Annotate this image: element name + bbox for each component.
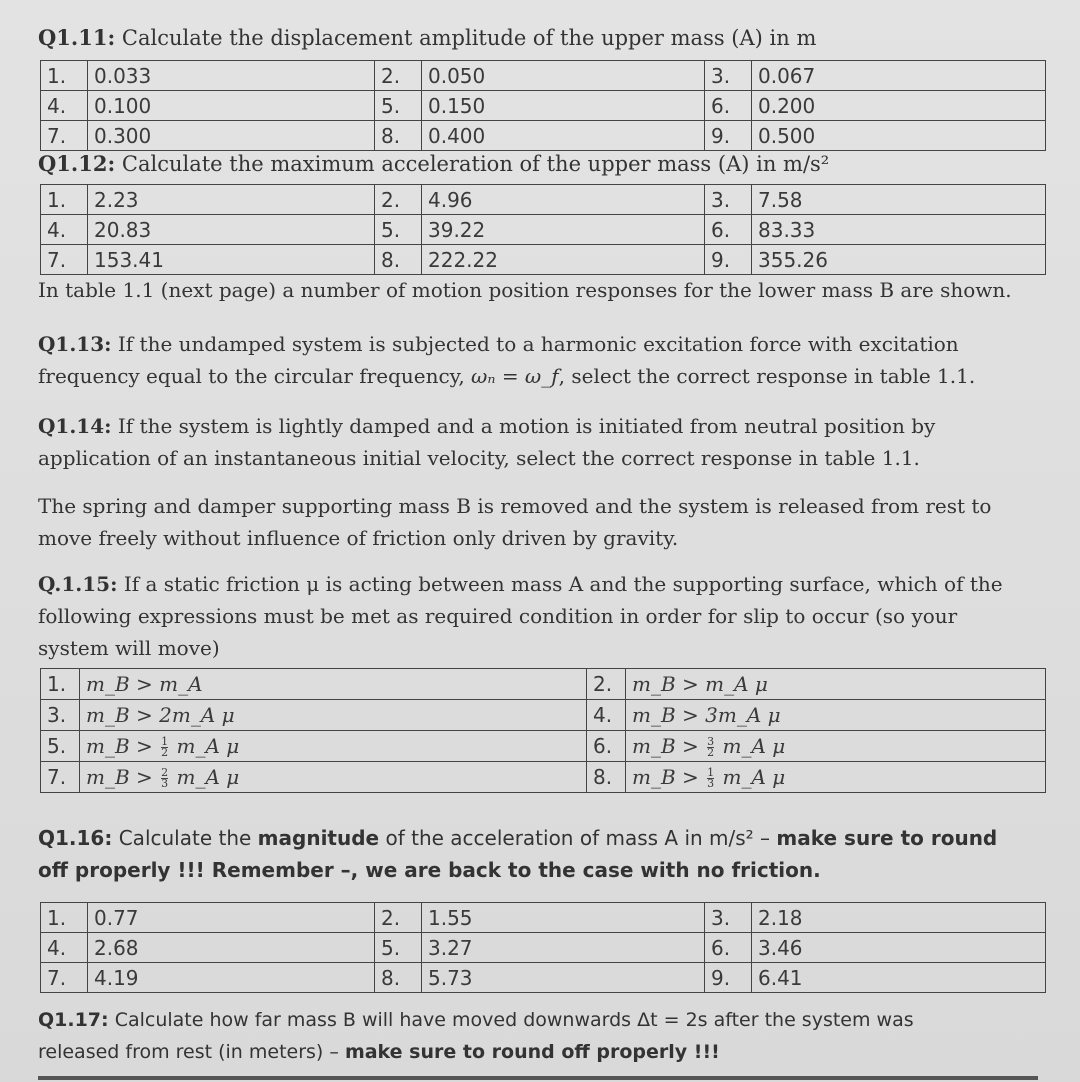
q11-opt3-value: 0.067 bbox=[752, 61, 1046, 91]
q14-id: Q1.14: bbox=[38, 414, 112, 438]
q16-block bbox=[38, 822, 1028, 886]
q12-opt8-value: 222.22 bbox=[422, 245, 705, 275]
q15-line3: system will move) bbox=[38, 636, 220, 660]
spring-removed-paragraph bbox=[38, 490, 1028, 554]
q16-opt3-num: 3. bbox=[705, 903, 752, 933]
q15-opt5-num: 5. bbox=[41, 731, 80, 762]
q15-opt8-fraction bbox=[707, 768, 714, 789]
q13-line1 bbox=[38, 328, 1028, 360]
q15-line1 bbox=[38, 568, 1028, 600]
q12-opt2-num: 2. bbox=[375, 185, 422, 215]
table-row bbox=[41, 121, 1046, 151]
q12-opt5-num: 5. bbox=[375, 215, 422, 245]
q15-opt5-expr bbox=[80, 731, 587, 762]
bottom-divider bbox=[38, 1076, 1038, 1080]
q13-text2b: , select the correct response in table 1.1. bbox=[558, 364, 976, 388]
q15-opt3-num: 3. bbox=[41, 700, 80, 731]
q17-line1 bbox=[38, 1004, 1028, 1036]
q17-text-a: Calculate how far mass B will have moved downwards Δt = 2s after the system was bbox=[114, 1009, 914, 1031]
q15-opt5-numerator: 1 bbox=[161, 735, 169, 748]
q15-opt7-rhs: m_A μ bbox=[176, 765, 240, 789]
q15-block bbox=[38, 568, 1028, 664]
q16-opt7-num: 7. bbox=[41, 963, 88, 993]
spring-removed-line1: The spring and damper supporting mass B is removed and the system is released from rest to bbox=[38, 494, 992, 518]
q15-text1: If a static friction μ is acting between mass A and the supporting surface, which of the bbox=[123, 572, 1003, 596]
q15-opt7-numerator: 2 bbox=[161, 766, 169, 779]
q11-opt5-value: 0.150 bbox=[422, 91, 705, 121]
q15-opt7-fraction bbox=[161, 768, 168, 789]
q11-heading bbox=[38, 22, 816, 54]
q15-opt8-rhs: m_A μ bbox=[722, 765, 786, 789]
q12-opt4-num: 4. bbox=[41, 215, 88, 245]
q11-opt5-num: 5. bbox=[375, 91, 422, 121]
q12-opt6-value: 83.33 bbox=[752, 215, 1046, 245]
q11-opt2-value: 0.050 bbox=[422, 61, 705, 91]
table-row bbox=[41, 669, 1046, 700]
q16-text-d: make sure to round bbox=[776, 826, 998, 850]
q12-opt3-value: 7.58 bbox=[752, 185, 1046, 215]
q11-options-table bbox=[40, 60, 1046, 151]
table-row bbox=[41, 963, 1046, 993]
q13-text2a: frequency equal to the circular frequency, bbox=[38, 364, 465, 388]
q15-opt2-num: 2. bbox=[587, 669, 626, 700]
q15-opt8-lhs: m_B > bbox=[632, 765, 699, 789]
q13-line2 bbox=[38, 360, 1028, 392]
q15-opt8-expr bbox=[626, 762, 1046, 793]
q16-opt8-value: 5.73 bbox=[422, 963, 705, 993]
q17-text-b: released from rest (in meters) – bbox=[38, 1041, 339, 1063]
q11-opt6-num: 6. bbox=[705, 91, 752, 121]
q13-text1: If the undamped system is subjected to a harmonic excitation force with excitation bbox=[117, 332, 959, 356]
table-row bbox=[41, 185, 1046, 215]
q11-opt8-num: 8. bbox=[375, 121, 422, 151]
q15-opt7-lhs: m_B > bbox=[86, 765, 153, 789]
spring-removed-line2: move freely without influence of friction only driven by gravity. bbox=[38, 526, 679, 550]
q12-opt7-value: 153.41 bbox=[88, 245, 375, 275]
table-row bbox=[41, 762, 1046, 793]
q16-line1 bbox=[38, 822, 1028, 854]
q11-opt7-num: 7. bbox=[41, 121, 88, 151]
q15-opt6-num: 6. bbox=[587, 731, 626, 762]
q16-opt4-num: 4. bbox=[41, 933, 88, 963]
q16-opt3-value: 2.18 bbox=[752, 903, 1046, 933]
q11-opt4-num: 4. bbox=[41, 91, 88, 121]
q12-opt3-num: 3. bbox=[705, 185, 752, 215]
q16-opt2-value: 1.55 bbox=[422, 903, 705, 933]
table-row bbox=[41, 903, 1046, 933]
q15-opt8-numerator: 1 bbox=[707, 766, 715, 779]
table-row bbox=[41, 731, 1046, 762]
q12-opt8-num: 8. bbox=[375, 245, 422, 275]
q15-opt3-expr: m_B > 2m_A μ bbox=[80, 700, 587, 731]
q17-block bbox=[38, 1004, 1028, 1068]
table-row bbox=[41, 933, 1046, 963]
q15-opt8-num: 8. bbox=[587, 762, 626, 793]
q11-opt3-num: 3. bbox=[705, 61, 752, 91]
q16-opt6-value: 3.46 bbox=[752, 933, 1046, 963]
q15-opt7-expr bbox=[80, 762, 587, 793]
q16-id: Q1.16: bbox=[38, 826, 113, 850]
q12-opt1-value: 2.23 bbox=[88, 185, 375, 215]
q15-opt5-denominator: 2 bbox=[161, 746, 169, 759]
q15-id: Q.1.15: bbox=[38, 572, 118, 596]
q12-options-table bbox=[40, 184, 1046, 275]
table-row bbox=[41, 215, 1046, 245]
q12-text: Calculate the maximum acceleration of the upper mass (A) in m/s² bbox=[121, 152, 830, 176]
q16-text-b: magnitude bbox=[257, 826, 380, 850]
q12-opt1-num: 1. bbox=[41, 185, 88, 215]
q15-opt6-rhs: m_A μ bbox=[722, 734, 786, 758]
q11-id: Q1.11: bbox=[38, 25, 116, 50]
q15-opt6-fraction bbox=[707, 737, 714, 758]
q12-opt6-num: 6. bbox=[705, 215, 752, 245]
q16-text-a: Calculate the bbox=[118, 826, 252, 850]
q14-text1: If the system is lightly damped and a motion is initiated from neutral position by bbox=[117, 414, 936, 438]
q16-opt4-value: 2.68 bbox=[88, 933, 375, 963]
q11-opt6-value: 0.200 bbox=[752, 91, 1046, 121]
q15-opt7-num: 7. bbox=[41, 762, 80, 793]
q14-line1 bbox=[38, 410, 1028, 442]
table-row bbox=[41, 91, 1046, 121]
q11-opt1-num: 1. bbox=[41, 61, 88, 91]
q16-opt1-value: 0.77 bbox=[88, 903, 375, 933]
q11-opt2-num: 2. bbox=[375, 61, 422, 91]
q16-opt7-value: 4.19 bbox=[88, 963, 375, 993]
q13-formula: ωₙ = ω_f bbox=[471, 364, 559, 388]
q15-opt6-expr bbox=[626, 731, 1046, 762]
q16-opt5-value: 3.27 bbox=[422, 933, 705, 963]
q15-opt6-numerator: 3 bbox=[707, 735, 715, 748]
table-intro: In table 1.1 (next page) a number of motion position responses for the lower mass B are shown. bbox=[38, 278, 1012, 302]
q15-opt5-fraction bbox=[161, 737, 168, 758]
q16-options-table bbox=[40, 902, 1046, 993]
q11-opt8-value: 0.400 bbox=[422, 121, 705, 151]
q12-id: Q1.12: bbox=[38, 151, 116, 176]
q16-opt6-num: 6. bbox=[705, 933, 752, 963]
q15-opt1-expr: m_B > m_A bbox=[80, 669, 587, 700]
q15-opt6-lhs: m_B > bbox=[632, 734, 699, 758]
q16-opt9-value: 6.41 bbox=[752, 963, 1046, 993]
q11-opt7-value: 0.300 bbox=[88, 121, 375, 151]
q12-opt2-value: 4.96 bbox=[422, 185, 705, 215]
q11-opt1-value: 0.033 bbox=[88, 61, 375, 91]
q15-opt7-denominator: 3 bbox=[161, 777, 169, 790]
q17-id: Q1.17: bbox=[38, 1009, 109, 1031]
q16-line2: off properly !!! Remember –, we are back to the case with no friction. bbox=[38, 858, 821, 882]
q15-opt8-denominator: 3 bbox=[707, 777, 715, 790]
table-row bbox=[41, 245, 1046, 275]
q15-opt6-denominator: 2 bbox=[707, 746, 715, 759]
q12-opt9-value: 355.26 bbox=[752, 245, 1046, 275]
table-row bbox=[41, 700, 1046, 731]
q12-opt5-value: 39.22 bbox=[422, 215, 705, 245]
q11-opt9-num: 9. bbox=[705, 121, 752, 151]
q12-opt7-num: 7. bbox=[41, 245, 88, 275]
q17-text-c: make sure to round off properly !!! bbox=[344, 1041, 720, 1063]
q15-opt5-rhs: m_A μ bbox=[176, 734, 240, 758]
q14-line2: application of an instantaneous initial velocity, select the correct response in table 1.1. bbox=[38, 446, 920, 470]
q14-block bbox=[38, 410, 1028, 474]
q16-opt2-num: 2. bbox=[375, 903, 422, 933]
q16-opt8-num: 8. bbox=[375, 963, 422, 993]
q13-id: Q1.13: bbox=[38, 332, 112, 356]
q12-opt4-value: 20.83 bbox=[88, 215, 375, 245]
q11-opt4-value: 0.100 bbox=[88, 91, 375, 121]
q15-opt2-expr: m_B > m_A μ bbox=[626, 669, 1046, 700]
q15-line2: following expressions must be met as required condition in order for slip to occur (so your bbox=[38, 604, 958, 628]
q16-text-c: of the acceleration of mass A in m/s² – bbox=[385, 826, 771, 850]
q15-options-table bbox=[40, 668, 1046, 793]
q15-opt1-num: 1. bbox=[41, 669, 80, 700]
q11-opt9-value: 0.500 bbox=[752, 121, 1046, 151]
q12-heading bbox=[38, 148, 829, 180]
table-row bbox=[41, 61, 1046, 91]
q11-text: Calculate the displacement amplitude of the upper mass (A) in m bbox=[121, 26, 817, 50]
q17-line2 bbox=[38, 1036, 1028, 1068]
q15-opt4-expr: m_B > 3m_A μ bbox=[626, 700, 1046, 731]
q13-block bbox=[38, 328, 1028, 392]
q15-opt5-lhs: m_B > bbox=[86, 734, 153, 758]
q16-opt9-num: 9. bbox=[705, 963, 752, 993]
q16-opt1-num: 1. bbox=[41, 903, 88, 933]
q16-opt5-num: 5. bbox=[375, 933, 422, 963]
q15-opt4-num: 4. bbox=[587, 700, 626, 731]
q12-opt9-num: 9. bbox=[705, 245, 752, 275]
